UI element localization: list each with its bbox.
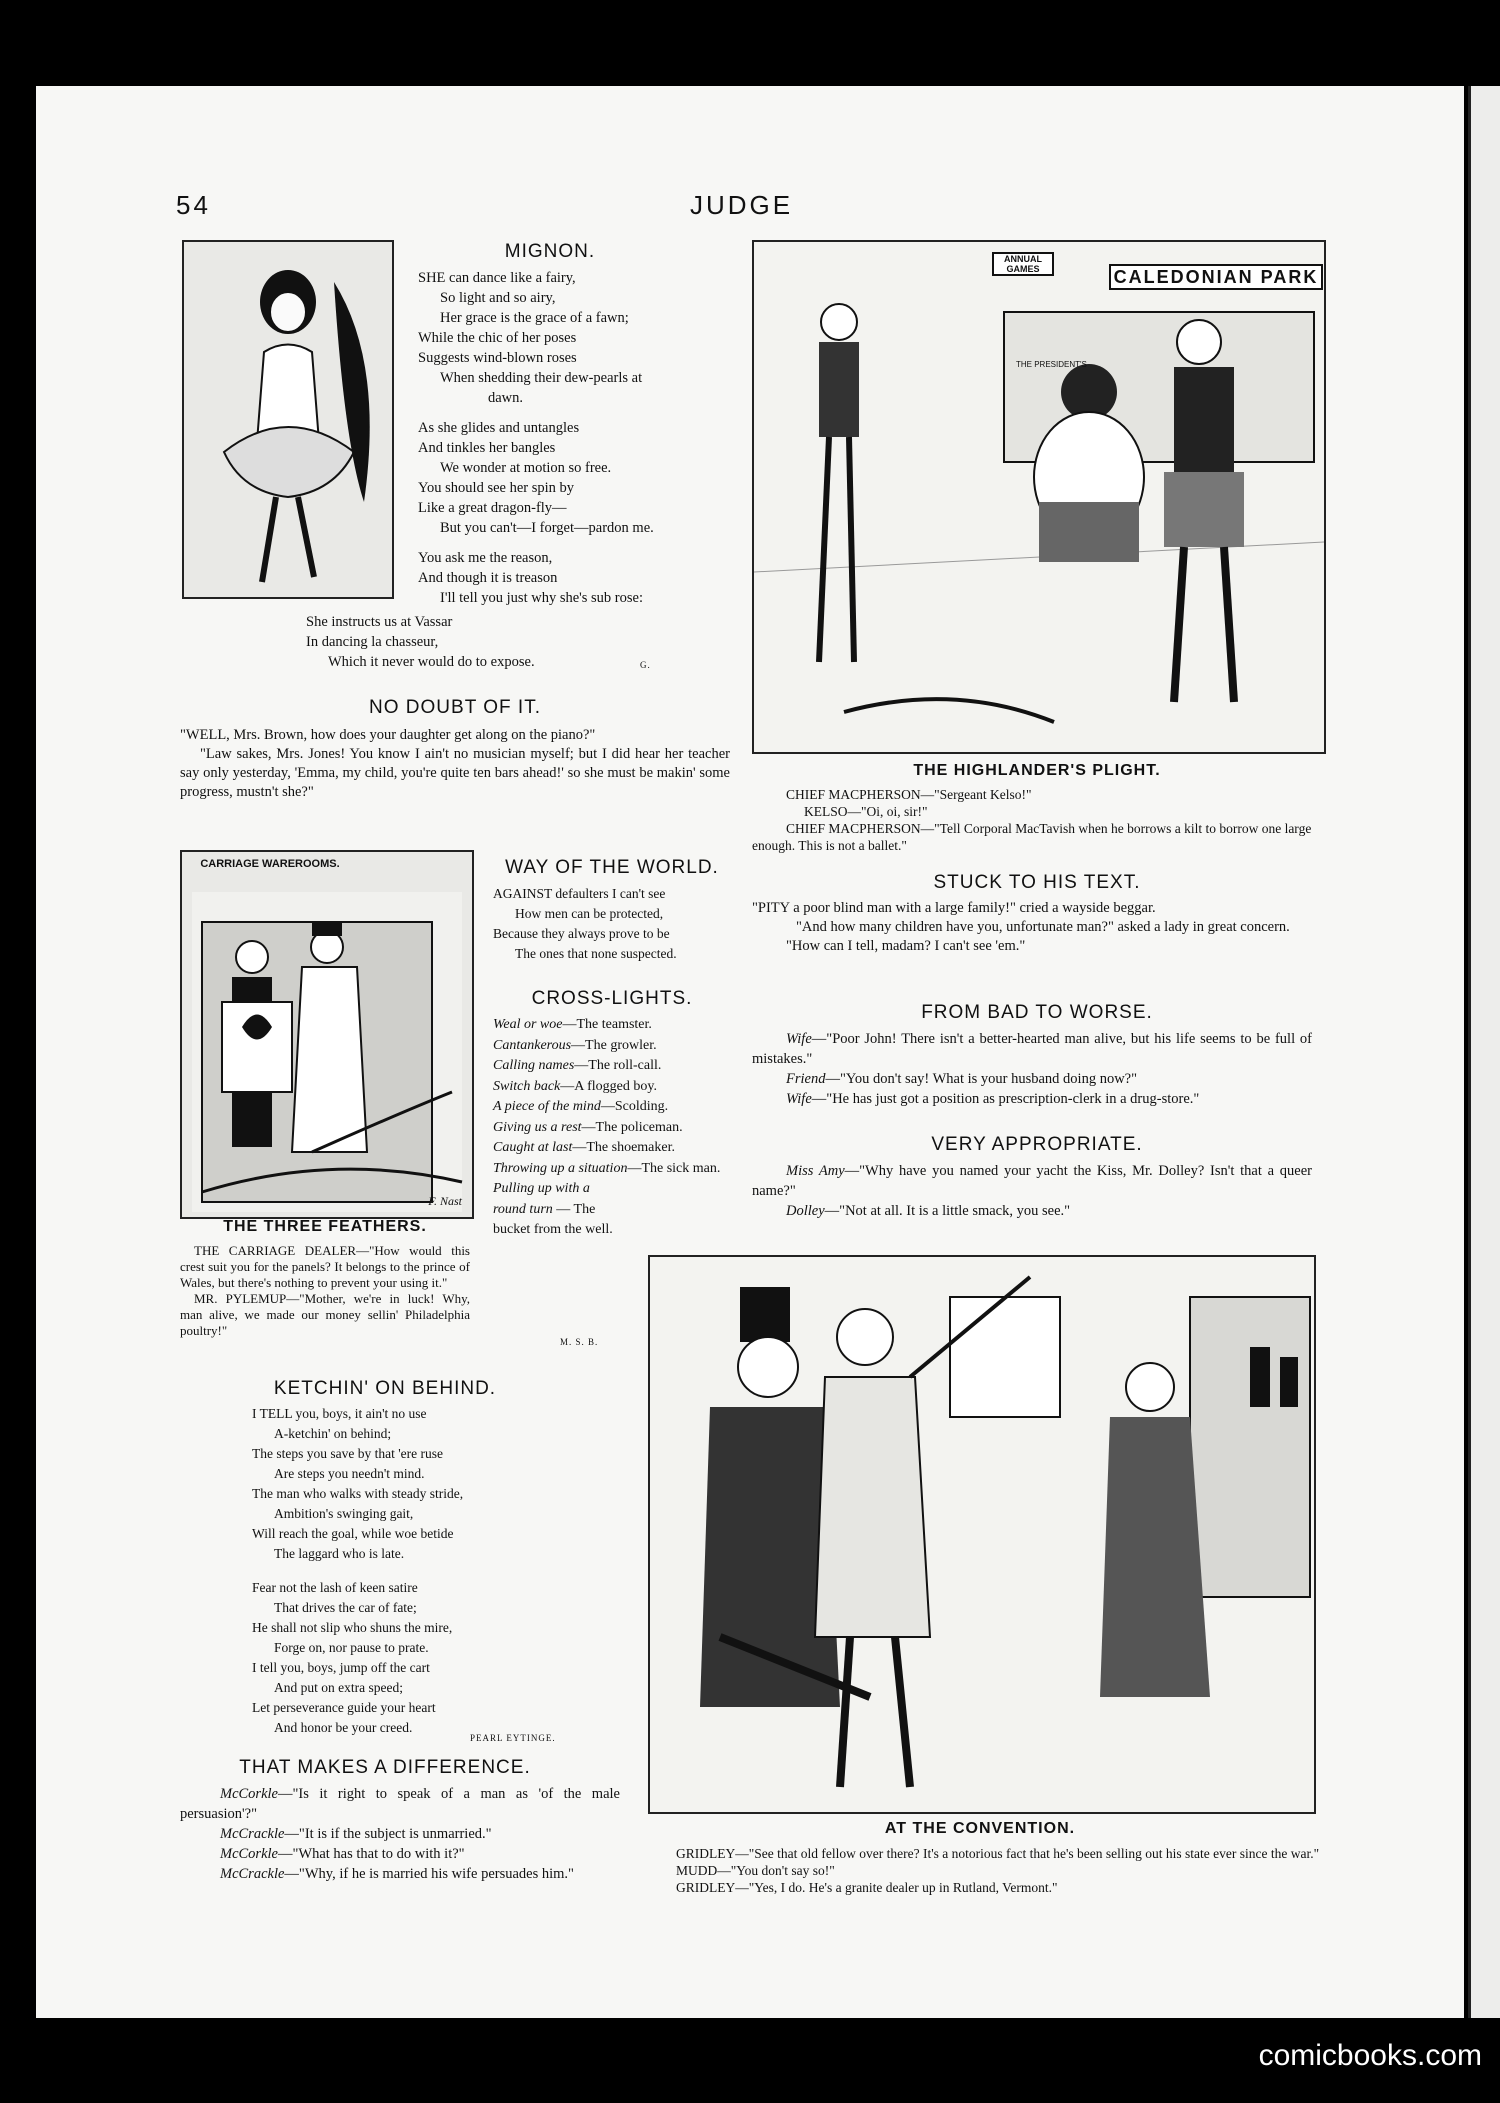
cross-light-term: Weal or woe — [493, 1017, 563, 1032]
mignon-line: As she glides and untangles — [418, 420, 580, 436]
cross-light-item — [493, 1118, 733, 1139]
ketchin-line: And honor be your creed. — [274, 1720, 413, 1735]
ketchin-line: A-ketchin' on behind; — [274, 1426, 392, 1441]
speaker-label: THE CARRIAGE DEALER — [194, 1243, 357, 1258]
speaker-label: MUDD — [676, 1863, 718, 1878]
cross-light-item — [493, 1138, 733, 1159]
dialogue-line: —"Tell Corporal MacTavish when he borrows a kilt to borrow one large enough. This is not a ballet." — [752, 821, 1312, 853]
ketchin-line: The laggard who is late. — [274, 1546, 405, 1561]
cross-light-item — [493, 1097, 733, 1118]
stuck-p2: "And how many children have you, unfortunate man?" asked a lady in great concern. — [796, 919, 1290, 935]
cross-light-def: — The bucket from the well. — [493, 1201, 613, 1237]
cross-light-def: —The growler. — [571, 1037, 657, 1053]
mignon-signature: G. — [640, 660, 651, 670]
cross-lights-signature: M. S. B. — [560, 1337, 599, 1347]
mignon-line: Like a great dragon-fly— — [418, 500, 567, 516]
cross-light-item — [493, 1077, 733, 1098]
artist-signature: F. Nast — [428, 1194, 462, 1208]
cross-light-term: Calling names — [493, 1058, 575, 1073]
mignon-line: While the chic of her poses — [418, 330, 577, 346]
dialogue-line: —"Sergeant Kelso!" — [920, 787, 1032, 802]
ketchin-line: That drives the car of fate; — [274, 1600, 417, 1615]
ketchin-line: Forge on, nor pause to prate. — [274, 1640, 429, 1655]
no-doubt-p2: "Law sakes, Mrs. Jones! You know I ain't no musician myself; but I did hear her teacher say only yesterday, 'Emma, my child, you're quite ten bars ahead!' so she must be makin' some progress, mustn't she?" — [180, 746, 730, 800]
three-feathers-illustration — [180, 850, 474, 1219]
dialogue-line: —"Why have you named your yacht the Kiss, Mr. Dolley? Isn't that a queer name?" — [752, 1163, 1312, 1199]
speaker-label: Miss Amy — [786, 1163, 845, 1179]
dialogue-line: —"Poor John! There isn't a better-hearted man alive, but his life seems to be full of mistakes." — [752, 1031, 1312, 1067]
dialogue-line: —"It is if the subject is unmarried." — [284, 1826, 492, 1842]
mignon-title: MIGNON. — [504, 241, 596, 262]
dialogue-line: —"Not at all. It is a little smack, you see." — [824, 1203, 1071, 1219]
annual-games-sign: ANNUAL GAMES — [992, 252, 1054, 276]
no-doubt-p1: "WELL, Mrs. Brown, how does your daughter get along on the piano?" — [180, 727, 596, 743]
convention-caption: AT THE CONVENTION. — [884, 1820, 1076, 1837]
highlander-illustration — [752, 240, 1326, 754]
bad-worse-title: FROM BAD TO WORSE. — [921, 1002, 1153, 1023]
ketchin-signature: PEARL EYTINGE. — [470, 1733, 556, 1743]
speaker-label: Wife — [786, 1031, 812, 1047]
cross-lights-title: CROSS-LIGHTS. — [531, 988, 693, 1009]
dialogue-line: —"Why, if he is married his wife persuades him." — [284, 1866, 574, 1882]
mignon-line: SHE can dance like a fairy, — [418, 270, 576, 286]
three-feathers-caption: THE THREE FEATHERS. — [223, 1218, 427, 1235]
highlander-caption: THE HIGHLANDER'S PLIGHT. — [913, 762, 1161, 779]
cross-light-item — [493, 1159, 733, 1180]
speaker-label: McCrackle — [220, 1826, 285, 1842]
way-of-world-poem — [493, 884, 677, 964]
mignon-line: So light and so airy, — [440, 290, 556, 306]
page-number: 54 — [176, 190, 211, 220]
cross-light-item — [493, 1015, 733, 1036]
cross-light-term: Switch back — [493, 1078, 561, 1094]
convention-text — [644, 1845, 1320, 1896]
cross-light-def: —Scolding. — [600, 1099, 669, 1114]
dialogue-line: —"How would this crest suit you for the panels? It belongs to the prince of Wales, but there's nothing to prevent your using it." — [180, 1243, 470, 1290]
dialogue-line: —"He has just got a position as prescription-clerk in a drug-store." — [811, 1091, 1200, 1107]
caledonian-park-sign: CALEDONIAN PARK — [1109, 264, 1323, 290]
cross-light-term: A piece of the mind — [493, 1099, 601, 1114]
highlander-text — [752, 786, 1322, 854]
cross-light-item — [493, 1179, 613, 1241]
speaker-label: Friend — [786, 1071, 826, 1087]
dancer-figure — [184, 242, 392, 597]
stuck-title: STUCK TO HIS TEXT. — [933, 872, 1141, 893]
dialogue-line: —"Oi, oi, sir!" — [847, 804, 928, 819]
mignon-line: When shedding their dew-pearls at — [440, 370, 643, 386]
mignon-line: You ask me the reason, — [418, 550, 553, 566]
ketchin-line: Are steps you needn't mind. — [274, 1466, 425, 1481]
mignon-poem — [418, 268, 654, 608]
cross-light-def: —A flogged boy. — [560, 1078, 657, 1094]
way-line: AGAINST defaulters I can't see — [493, 886, 666, 901]
ketchin-line: I TELL you, boys, it ain't no use — [252, 1406, 427, 1421]
dialogue-line: —"Yes, I do. He's a granite dealer up in Rutland, Vermont." — [735, 1880, 1058, 1895]
bad-worse-text — [752, 1029, 1312, 1109]
stuck-text — [752, 899, 1312, 956]
speaker-label: CHIEF MACPHERSON — [786, 821, 921, 836]
stuck-p3: "How can I tell, madam? I can't see 'em." — [786, 938, 1026, 954]
speaker-label: Wife — [786, 1091, 812, 1107]
speaker-label: GRIDLEY — [676, 1846, 736, 1861]
cross-light-def: —The policeman. — [581, 1119, 683, 1135]
speaker-label: CHIEF MACPHERSON — [786, 787, 921, 802]
mignon-line: Suggests wind-blown roses — [418, 350, 577, 366]
convention-scene — [650, 1257, 1314, 1812]
ketchin-line: Let perseverance guide your heart — [252, 1700, 436, 1715]
no-doubt-text — [180, 726, 730, 802]
mignon-line: Which it never would do to expose. — [328, 654, 535, 670]
presidents-sign: THE PRESIDENT'S — [1016, 360, 1087, 369]
speaker-label: KELSO — [804, 804, 848, 819]
ketchin-line: He shall not slip who shuns the mire, — [252, 1620, 453, 1635]
mignon-line: In dancing la chasseur, — [306, 634, 439, 650]
speaker-label: McCorkle — [220, 1786, 278, 1802]
ketchin-line: Fear not the lash of keen satire — [252, 1580, 418, 1595]
mignon-line: And tinkles her bangles — [418, 440, 556, 456]
dialogue-line: —"See that old fellow over there? It's a notorious fact that he's been selling out his state ever since the war." — [735, 1846, 1320, 1861]
dialogue-line: —"Is it right to speak of a man as 'of the male persuasion'?" — [180, 1786, 620, 1822]
speaker-label: MR. PYLEMUP — [194, 1291, 287, 1306]
appropriate-text — [752, 1161, 1312, 1221]
dialogue-line: —"You don't say! What is your husband doing now?" — [825, 1071, 1138, 1087]
speaker-label: Dolley — [786, 1203, 825, 1219]
dialogue-line: —"Mother, we're in luck! Why, man alive, we made our money sellin' Philadelphia poultry!" — [180, 1291, 470, 1338]
cross-lights-list — [493, 1015, 733, 1241]
stuck-p1: "PITY a poor blind man with a large family!" cried a wayside beggar. — [752, 900, 1156, 916]
cross-light-term: Cantankerous — [493, 1037, 572, 1053]
magazine-title: JUDGE — [690, 190, 794, 220]
cross-light-term: Caught at last — [493, 1140, 573, 1155]
carriage-sign: CARRIAGE WAREROOMS. — [200, 858, 340, 870]
way-line: The ones that none suspected. — [515, 946, 677, 961]
cross-light-term: Pulling up with a round turn — [493, 1181, 590, 1217]
page-spine — [1468, 86, 1500, 2018]
cross-light-def: —The sick man. — [627, 1160, 721, 1176]
appropriate-title: VERY APPROPRIATE. — [931, 1134, 1143, 1155]
ketchin-line: The steps you save by that 'ere ruse — [252, 1446, 443, 1461]
difference-title: THAT MAKES A DIFFERENCE. — [239, 1757, 531, 1778]
dialogue-line: —"You don't say so!" — [717, 1863, 835, 1878]
ketchin-line: And put on extra speed; — [274, 1680, 403, 1695]
difference-text — [180, 1784, 620, 1884]
watermark: comicbooks.com — [1258, 2039, 1482, 2072]
convention-illustration — [648, 1255, 1316, 1814]
dialogue-line: —"What has that to do with it?" — [277, 1846, 465, 1862]
speaker-label: GRIDLEY — [676, 1880, 736, 1895]
ketchin-title: KETCHIN' ON BEHIND. — [273, 1378, 497, 1399]
cross-light-def: —The shoemaker. — [572, 1140, 675, 1155]
ketchin-line: Will reach the goal, while woe betide — [252, 1526, 454, 1541]
carriage-dealer-scene — [182, 852, 472, 1217]
mignon-line: I'll tell you just why she's sub rose: — [440, 590, 643, 606]
mignon-line: We wonder at motion so free. — [440, 460, 612, 476]
cross-light-def: —The teamster. — [562, 1017, 652, 1032]
speaker-label: McCrackle — [220, 1866, 285, 1882]
three-feathers-text — [180, 1243, 470, 1339]
ketchin-line: I tell you, boys, jump off the cart — [252, 1660, 430, 1675]
mignon-poem-end — [306, 612, 535, 672]
way-line: Because they always prove to be — [493, 926, 670, 941]
highlander-scene — [754, 242, 1324, 752]
no-doubt-title: NO DOUBT OF IT. — [369, 697, 541, 718]
mignon-line: dawn. — [488, 390, 524, 406]
mignon-line: You should see her spin by — [418, 480, 575, 496]
cross-light-def: —The roll-call. — [574, 1058, 662, 1073]
mignon-illustration — [182, 240, 394, 599]
ketchin-line: The man who walks with steady stride, — [252, 1486, 464, 1501]
mignon-line: But you can't—I forget—pardon me. — [440, 520, 654, 536]
cross-light-term: Throwing up a situation — [493, 1160, 628, 1176]
ketchin-poem — [252, 1404, 463, 1738]
ketchin-line: Ambition's swinging gait, — [274, 1506, 414, 1521]
way-of-world-title: WAY OF THE WORLD. — [505, 857, 719, 878]
cross-light-item — [493, 1056, 733, 1077]
way-line: How men can be protected, — [515, 906, 664, 921]
mignon-line: She instructs us at Vassar — [306, 614, 453, 630]
cross-light-item — [493, 1036, 733, 1057]
mignon-line: And though it is treason — [418, 570, 558, 586]
cross-light-term: Giving us a rest — [493, 1119, 582, 1135]
speaker-label: McCorkle — [220, 1846, 278, 1862]
mignon-line: Her grace is the grace of a fawn; — [440, 310, 629, 326]
